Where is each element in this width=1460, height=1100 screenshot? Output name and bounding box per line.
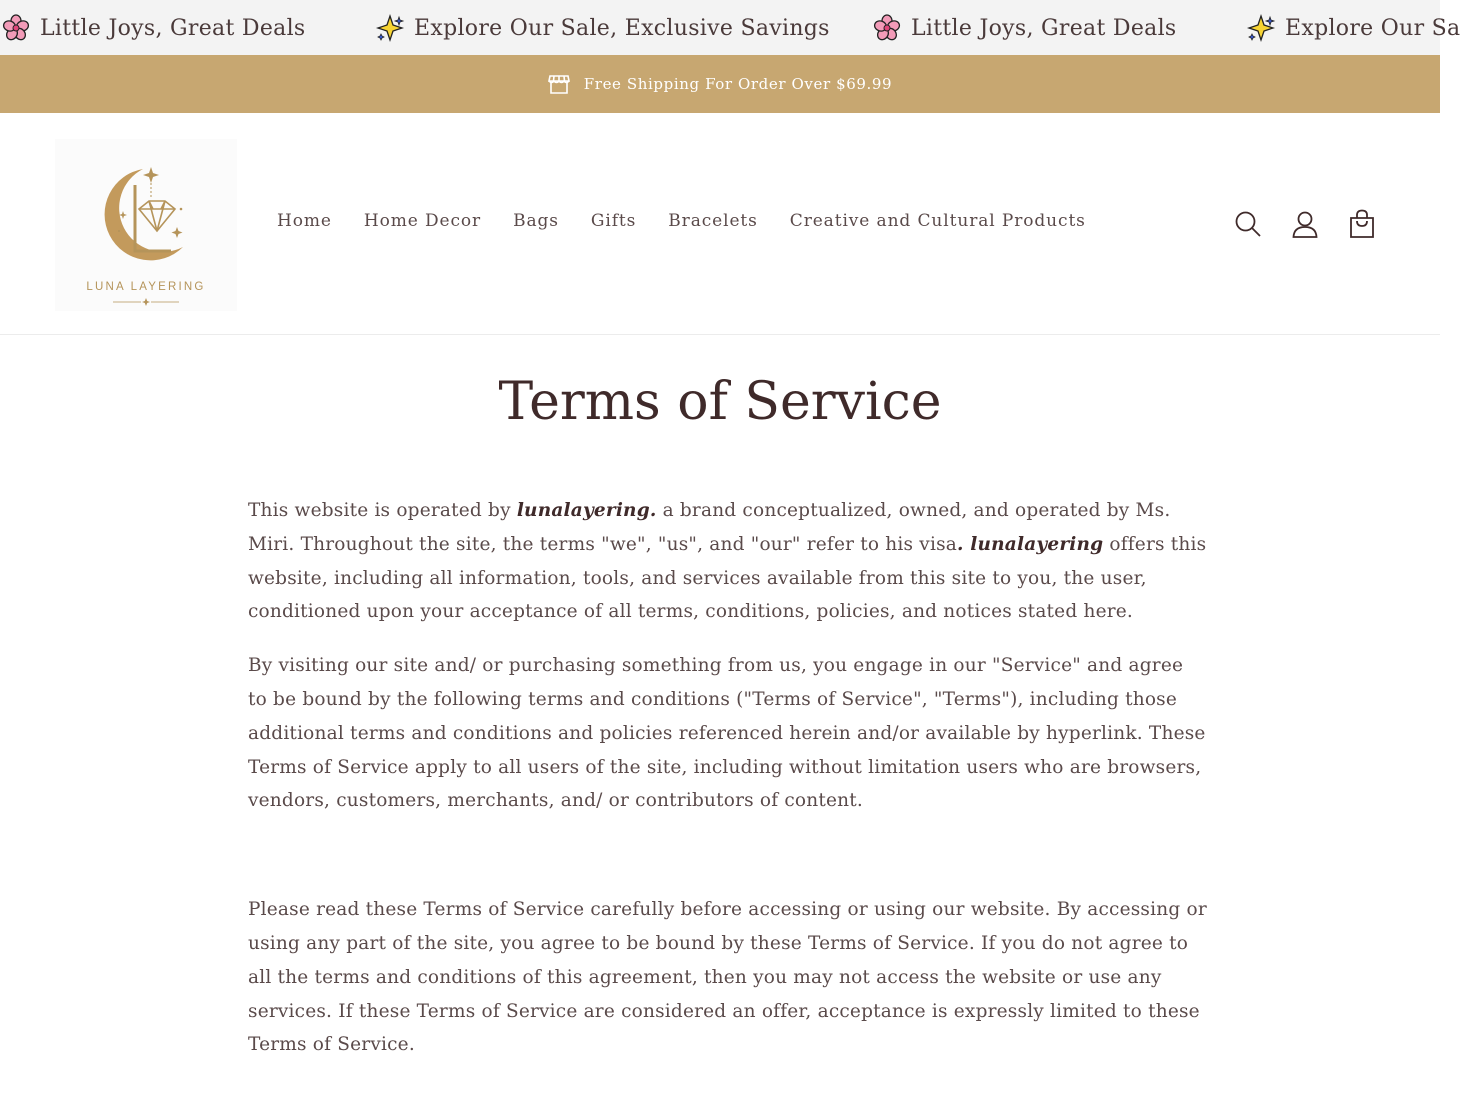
account-icon [1291, 210, 1319, 238]
marquee-text: Explore Our Sa [1285, 15, 1460, 41]
site-header [0, 113, 1440, 335]
cart-button[interactable] [1345, 207, 1379, 241]
page-title: Terms of Service [498, 372, 942, 432]
nav-home-decor[interactable]: Home Decor [363, 211, 482, 231]
marquee-text: Little Joys, Great Deals [40, 15, 306, 41]
brand-name: lunalayering. [516, 500, 657, 521]
scrolling-promo-marquee [0, 0, 1460, 55]
search-button[interactable] [1231, 207, 1265, 241]
announcement-text: Free Shipping For Order Over $69.99 [583, 75, 893, 93]
marquee-item [2, 12, 306, 44]
nav-home[interactable]: Home [277, 211, 332, 231]
marquee-item [376, 12, 830, 44]
announcement-bar [0, 55, 1440, 113]
marquee-text: Explore Our Sale, Exclusive Savings [414, 15, 830, 41]
sakura-flower-icon [2, 14, 30, 42]
cart-icon [1349, 209, 1375, 239]
marquee-item [873, 12, 1177, 44]
paragraph-text: offers this website, including all information, tools, and services available from this site to you, the user, conditioned upon your acceptance of all terms, conditions, policies, and notices stated here. [248, 533, 1207, 623]
sparkle-icon [1247, 14, 1275, 42]
store-icon [548, 74, 570, 94]
terms-paragraph: By visiting our site and/ or purchasing something from us, you engage in our "Service" and agree to be bound by the following terms and conditions ("Terms of Service", "Terms"), including those additional terms and conditions and policies referenced herein and/or available by hyperlink. These Terms of Service apply to all users of the site, including without limitation users who are browsers, vendors, customers, merchants, and/ or contributors of content. [248, 655, 1206, 812]
terms-paragraph: Please read these Terms of Service carefully before accessing or using our website. By accessing or using any part of the site, you agree to be bound by these Terms of Service. If you do not agree to all the terms and conditions of this agreement, then you may not access the website or use any services. If these Terms of Service are considered an offer, acceptance is expressly limited to these Terms of Service. [248, 899, 1207, 1056]
paragraph-text: This website is operated by [248, 500, 517, 521]
brand-logo[interactable] [55, 139, 237, 311]
logo-underline [111, 297, 181, 307]
account-button[interactable] [1288, 207, 1322, 241]
header-icons [1231, 207, 1402, 241]
nav-creative-cultural-products[interactable]: Creative and Cultural Products [789, 211, 1086, 231]
terms-content [248, 494, 1208, 1082]
main-nav [277, 211, 1118, 231]
paragraph-text: a brand conceptualized, owned, and operated by Ms. Miri. Throughout the site, the terms "we", "us", and "our" refer to his visa [248, 500, 1171, 555]
nav-bags[interactable]: Bags [513, 211, 559, 231]
luna-layering-logo-mark [55, 139, 237, 279]
nav-bracelets[interactable]: Bracelets [668, 211, 758, 231]
terms-paragraph [248, 494, 1208, 629]
sakura-flower-icon [873, 14, 901, 42]
marquee-item [1247, 12, 1460, 44]
brand-name: . lunalayering [957, 533, 1104, 555]
nav-gifts[interactable]: Gifts [590, 211, 637, 231]
marquee-text: Little Joys, Great Deals [911, 15, 1177, 41]
sparkle-icon [376, 14, 404, 42]
logo-wordmark: LUNA LAYERING [86, 281, 206, 293]
search-icon [1234, 210, 1262, 238]
